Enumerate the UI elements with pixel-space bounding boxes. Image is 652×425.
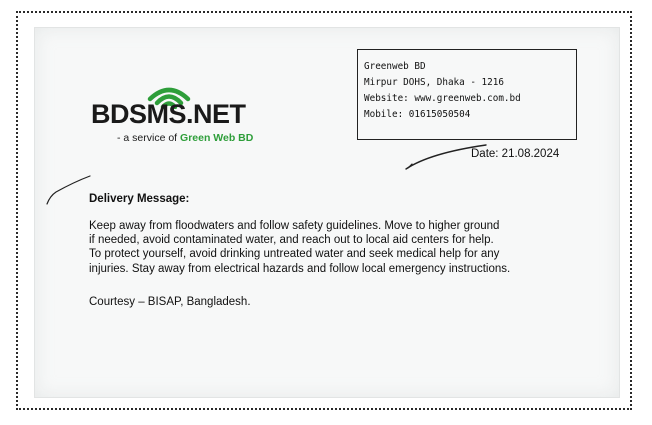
message-line: Keep away from floodwaters and follow safety guidelines. Move to higher ground [89, 220, 500, 232]
address-mobile: Mobile: 01615050504 [364, 109, 471, 120]
address-street: Mirpur DOHS, Dhaka - 1216 [364, 77, 504, 88]
message-line: if needed, avoid contaminated water, and reach out to local aid centers for help. [89, 234, 494, 247]
message-body [89, 219, 589, 276]
courtesy-text: Courtesy – BISAP, Bangladesh. [89, 296, 251, 308]
sender-address-box [357, 49, 577, 140]
address-company: Greenweb BD [364, 61, 426, 72]
message-line: To protect yourself, avoid drinking untreated water and seek medical help for any [89, 248, 500, 261]
message-line: injuries. Stay away from electrical hazards and follow local emergency instructions. [89, 262, 511, 275]
message-date: Date: 21.08.2024 [471, 148, 560, 160]
message-title: Delivery Message: [89, 193, 190, 205]
pen-mark [44, 174, 94, 208]
bdsms-logo [89, 83, 289, 147]
logo-tagline-prefix: - a service of [117, 132, 178, 144]
address-website: Website: www.greenweb.com.bd [364, 93, 521, 104]
logo-tagline-brand: Green Web BD [180, 132, 254, 144]
logo-tagline [117, 132, 253, 144]
logo-brand-text: BDSMS.NET [91, 99, 246, 129]
